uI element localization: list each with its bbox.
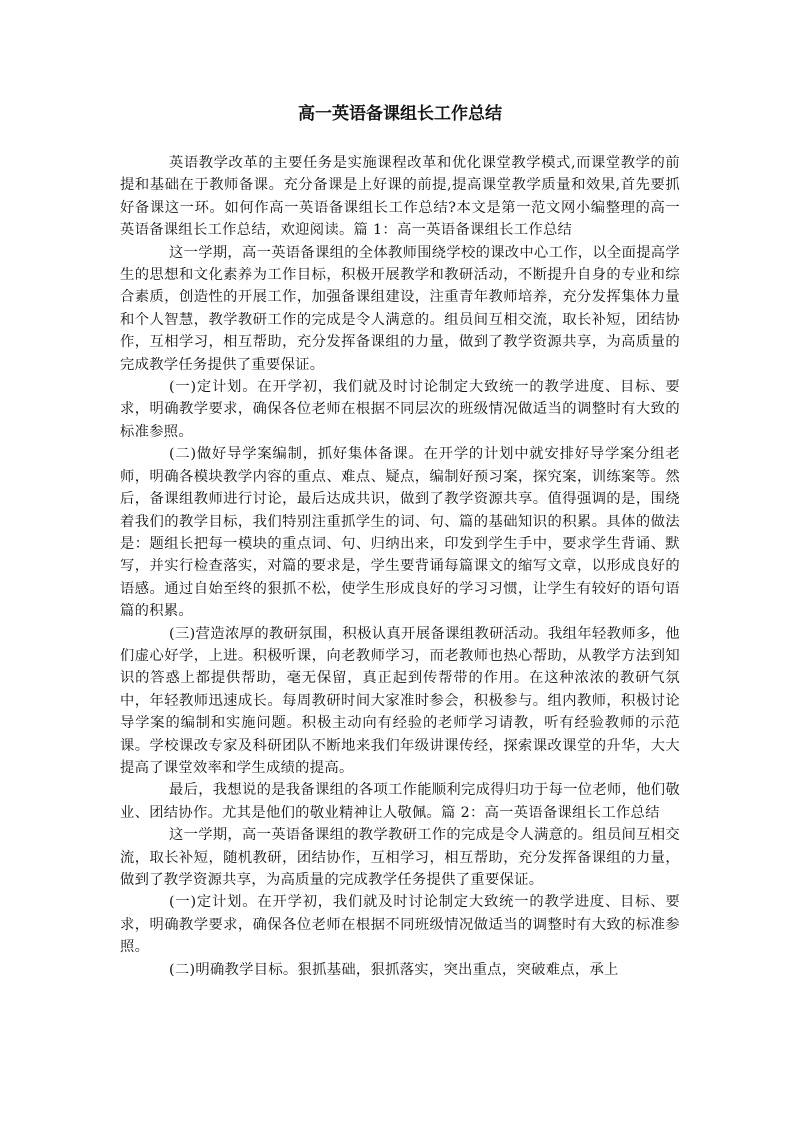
document-title: 高一英语备课组长工作总结 bbox=[298, 104, 502, 124]
paragraph-summary-2: 这一学期，高一英语备课组的教学教研工作的完成是令人满意的。组员间互相交流，取长补短，随机教研，团结协作，互相学习，相互帮助，充分发挥备课组的力量，做到了教学资源共享，为高质量的完成教学任务提供了重要保证。 bbox=[120, 827, 680, 888]
paragraph-closing-1: 最后，我想说的是我备课组的各项工作能顺利完成得归功于每一位老师，他们敬业、团结协作。尤其是他们的敬业精神让人敬佩。篇 2：高一英语备课组长工作总结 bbox=[120, 782, 680, 821]
paragraph-lesson-prep: (二)做好导学案编制，抓好集体备课。在开学的计划中就安排好导学案分组老师，明确各模块教学内容的重点、难点、疑点，编制好预习案，探究案，训练案等。然后，备课组教师进行讨论，最后达成共识，做到了教学资源共享。值得强调的是，围绕着我们的教学目标，我们特别注重抓学生的词、句、篇的基础知识的积累。具体的做法是：题组长把每一模块的重点词、句、归纳出来，印发到学生手中，要求学生背诵、默写，并实行检查落实，对篇的要求是，学生要背诵每篇课文的缩写文章，以形成良好的语感。通过自始至终的狠抓不松，使学生形成良好的学习习惯，让学生有较好的语句语篇的积累。 bbox=[120, 446, 680, 620]
paragraph-plan-2: (一)定计划。在开学初，我们就及时讨论制定大致统一的教学进度、目标、要求，明确教学要求，确保各位老师在根据不同班级情况做适当的调整时有大致的标准参照。 bbox=[120, 894, 680, 956]
paragraph-research: (三)营造浓厚的教研氛围，积极认真开展备课组教研活动。我组年轻教师多，他们虚心好学，上进。积极听课，向老教师学习，而老教师也热心帮助，从教学方法到知识的答惑上都提供帮助，毫无保留，真正起到传帮带的作用。在这种浓浓的教研气氛中，年轻教师迅速成长。每周教研时间大家准时参会，积极参与。组内教师，积极讨论导学案的编制和实施问题。积极主动向有经验的老师学习请教，听有经验教师的示范课。学校课改专家及科研团队不断地来我们年级讲课传经，探索课改课堂的升华，大大提高了课堂效率和学生成绩的提高。 bbox=[120, 625, 680, 776]
paragraph-summary-1: 这一学期，高一英语备课组的全体教师围绕学校的课改中心工作，以全面提高学生的思想和文化素养为工作目标，积极开展教学和教研活动，不断提升自身的专业和综合素质，创造性的开展工作，加强备课组建设，注重青年教师培养，充分发挥集体力量和个人智慧，教学教研工作的完成是令人满意的。组员间互相交流，取长补短，团结协作，互相学习，相互帮助，充分发挥备课组的力量，做到了教学资源共享，为高质量的完成教学任务提供了重要保证。 bbox=[120, 244, 680, 373]
paragraph-plan-1: (一)定计划。在开学初，我们就及时讨论制定大致统一的教学进度、目标、要求，明确教学要求，确保各位老师在根据不同层次的班级情况做适当的调整时有大致的标准参照。 bbox=[120, 379, 680, 440]
paragraph-intro: 英语教学改革的主要任务是实施课程改革和优化课堂教学模式,而课堂教学的前提和基础在于教师备课。充分备课是上好课的前提,提高课堂教学质量和效果,首先要抓好备课这一环。如何作高一英语备课组长工作总结?本文是第一范文网小编整理的高一英语备课组长工作总结，欢迎阅读。篇 1：高一英语备课组长工作总结 bbox=[120, 155, 680, 239]
document-page bbox=[120, 100, 680, 981]
paragraph-goals: (二)明确教学目标。狠抓基础，狠抓落实，突出重点，突破难点，承上 bbox=[169, 961, 619, 978]
